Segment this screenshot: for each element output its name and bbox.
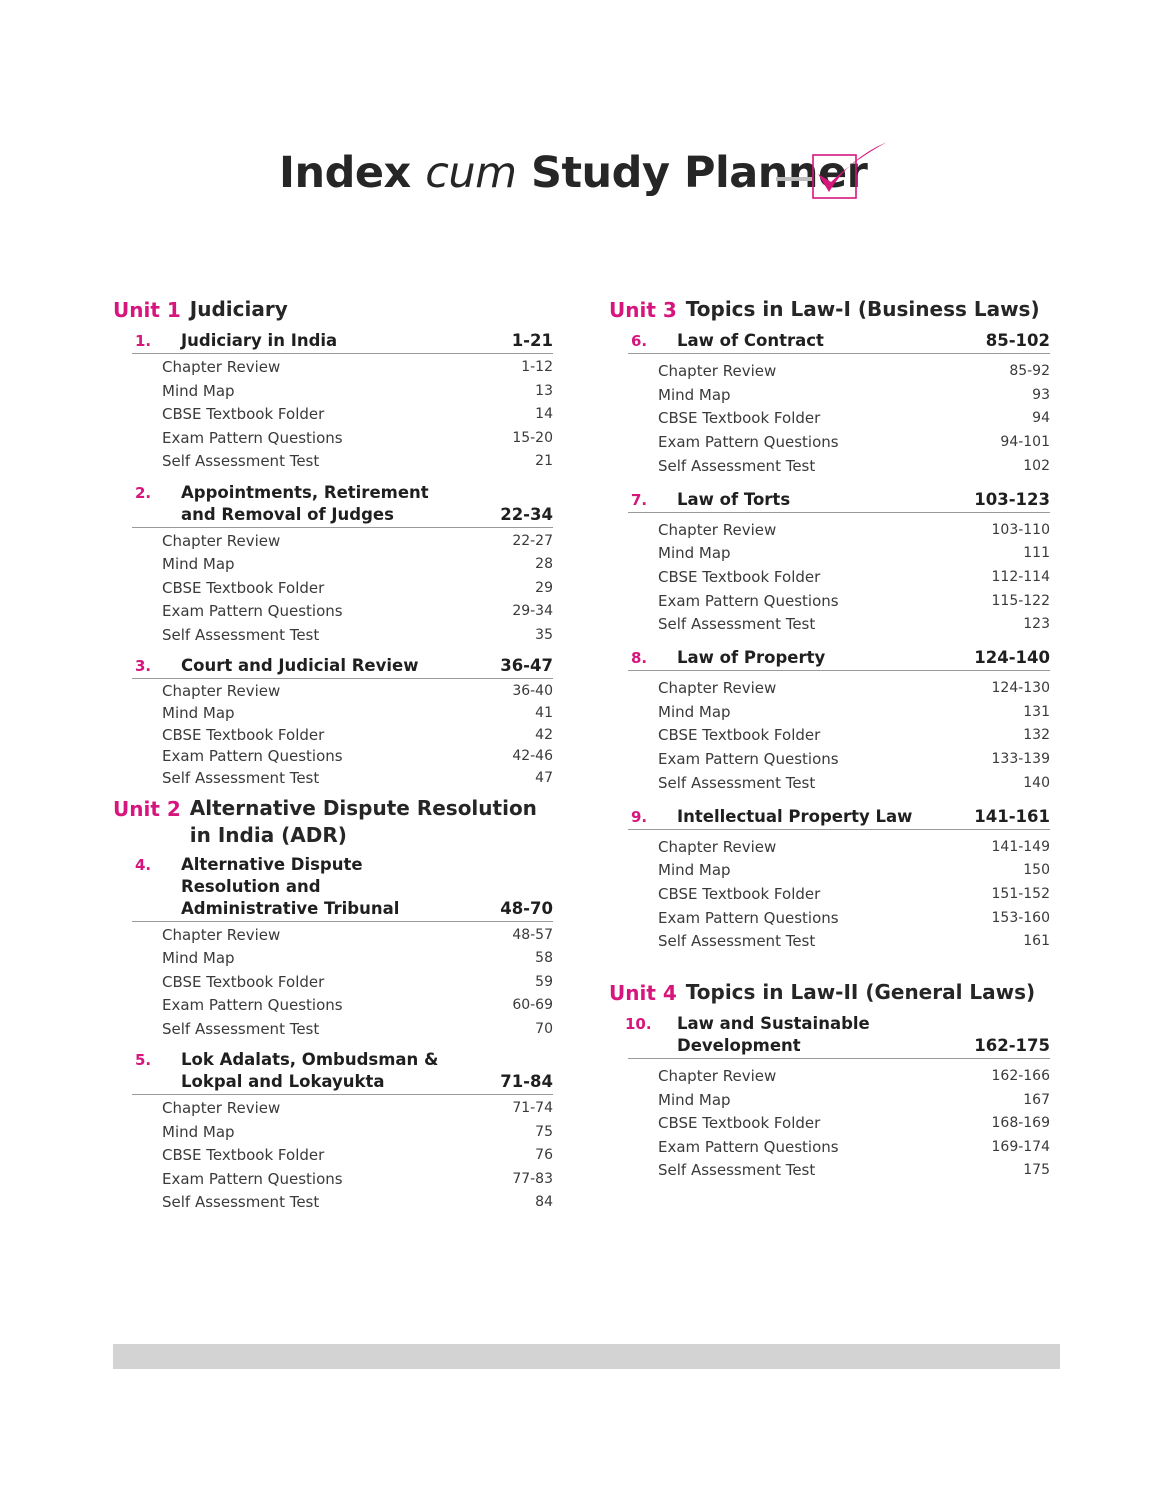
item-label: Exam Pattern Questions <box>162 602 343 620</box>
item-label: Self Assessment Test <box>162 452 320 470</box>
item-label: Self Assessment Test <box>162 1193 320 1212</box>
unit-heading <box>609 295 1050 325</box>
chapter-number: 8. <box>631 649 648 668</box>
item-label: Exam Pattern Questions <box>162 996 343 1015</box>
chapter-title: Lok Adalats, Ombudsman & Lokpal and Lokayukta <box>181 1050 439 1092</box>
chapter-number: 3. <box>135 657 152 675</box>
chapter-pages: 1-21 <box>511 331 553 350</box>
list-item[interactable] <box>658 859 1050 883</box>
chapter-pages: 162-175 <box>974 1036 1050 1056</box>
item-label: Mind Map <box>658 544 731 563</box>
chapter-number: 4. <box>135 855 152 874</box>
list-item[interactable] <box>162 1018 553 1042</box>
item-pages: 132 <box>1023 727 1050 744</box>
list-item[interactable] <box>162 746 553 768</box>
chapter-items <box>658 830 1050 955</box>
chapter-number: 9. <box>631 807 648 826</box>
unit-block <box>113 295 553 790</box>
item-pages: 151-152 <box>991 885 1050 902</box>
checkmark-box-icon <box>774 138 890 204</box>
chapter-block <box>113 854 553 1042</box>
unit-block <box>609 978 1050 1183</box>
list-item[interactable] <box>658 883 1050 907</box>
list-item[interactable] <box>658 930 1050 954</box>
list-item[interactable] <box>162 427 553 451</box>
item-label: Mind Map <box>162 381 235 400</box>
chapter-title: Judiciary in India <box>181 331 338 350</box>
list-item[interactable] <box>658 1112 1050 1136</box>
list-item[interactable] <box>658 519 1050 543</box>
chapter-items <box>162 922 553 1042</box>
item-pages: 28 <box>535 556 553 572</box>
item-pages: 153-160 <box>991 909 1050 926</box>
item-label: Mind Map <box>658 385 731 404</box>
chapter-number: 1. <box>135 332 152 350</box>
chapter-block <box>113 330 553 474</box>
chapter-title: Law of Property <box>677 648 826 668</box>
item-label: Self Assessment Test <box>658 456 816 475</box>
unit-label: Unit 3 <box>609 298 677 322</box>
item-pages: 35 <box>535 626 553 643</box>
chapter-heading[interactable] <box>132 1049 553 1095</box>
item-label: Mind Map <box>162 949 235 968</box>
list-item[interactable] <box>162 725 553 747</box>
chapter-heading[interactable] <box>132 330 553 354</box>
item-label: CBSE Textbook Folder <box>658 1114 821 1133</box>
chapter-heading[interactable] <box>628 647 1050 671</box>
unit-heading <box>113 295 553 325</box>
list-item[interactable] <box>658 836 1050 860</box>
list-item[interactable] <box>162 577 553 601</box>
list-item[interactable] <box>658 677 1050 701</box>
item-pages: 36-40 <box>512 683 553 699</box>
chapter-heading[interactable] <box>132 854 553 922</box>
item-label: Chapter Review <box>162 358 281 376</box>
left-column <box>113 295 553 1215</box>
item-pages: 58 <box>535 950 553 967</box>
unit-label: Unit 1 <box>113 298 181 322</box>
list-item[interactable] <box>658 431 1050 455</box>
item-label: Exam Pattern Questions <box>658 433 839 452</box>
item-label: Exam Pattern Questions <box>658 1137 839 1156</box>
list-item[interactable] <box>162 947 553 971</box>
unit-heading <box>609 978 1050 1008</box>
list-item[interactable] <box>162 681 553 703</box>
chapter-block <box>113 655 553 790</box>
chapter-block <box>609 1013 1050 1183</box>
item-label: Self Assessment Test <box>658 773 816 792</box>
list-item[interactable] <box>658 590 1050 614</box>
item-pages: 71-74 <box>512 1100 553 1117</box>
item-label: Self Assessment Test <box>658 615 816 634</box>
item-pages: 111 <box>1023 545 1050 562</box>
item-pages: 131 <box>1023 703 1050 720</box>
list-item[interactable] <box>162 994 553 1018</box>
item-pages: 70 <box>535 1020 553 1037</box>
chapter-items <box>658 513 1050 638</box>
chapter-block <box>609 330 1050 479</box>
list-item[interactable] <box>658 701 1050 725</box>
list-item[interactable] <box>162 1168 553 1192</box>
item-pages: 103-110 <box>991 521 1050 538</box>
chapter-items <box>162 1095 553 1215</box>
unit-heading <box>113 794 553 849</box>
chapter-items <box>162 354 553 474</box>
unit-title: Judiciary <box>189 297 288 321</box>
chapter-number: 10. <box>625 1015 652 1034</box>
list-item[interactable] <box>162 624 553 648</box>
list-item[interactable] <box>658 1065 1050 1089</box>
item-pages: 77-83 <box>512 1170 553 1187</box>
item-label: Self Assessment Test <box>162 1019 320 1038</box>
item-label: Chapter Review <box>658 1067 777 1086</box>
chapter-items <box>658 354 1050 479</box>
item-pages: 94 <box>1032 410 1050 427</box>
list-item[interactable] <box>162 356 553 380</box>
item-pages: 115-122 <box>991 592 1050 609</box>
item-pages: 29-34 <box>512 603 553 619</box>
list-item[interactable] <box>658 724 1050 748</box>
item-label: Chapter Review <box>658 362 777 380</box>
chapter-heading[interactable] <box>628 330 1050 354</box>
item-pages: 47 <box>535 770 553 787</box>
item-pages: 112-114 <box>991 568 1050 585</box>
list-item[interactable] <box>658 566 1050 590</box>
list-item[interactable] <box>658 1159 1050 1183</box>
item-label: Self Assessment Test <box>162 769 320 788</box>
chapter-title: Law and Sustainable Development <box>677 1014 870 1056</box>
item-pages: 124-130 <box>991 680 1050 697</box>
chapter-pages: 71-84 <box>500 1072 553 1092</box>
item-label: CBSE Textbook Folder <box>658 567 821 586</box>
item-label: CBSE Textbook Folder <box>658 409 821 428</box>
list-item[interactable] <box>658 907 1050 931</box>
chapter-pages: 85-102 <box>985 331 1050 350</box>
chapter-heading[interactable] <box>132 482 553 528</box>
list-item[interactable] <box>658 613 1050 637</box>
item-pages: 29 <box>535 579 553 596</box>
item-pages: 42 <box>535 726 553 743</box>
item-label: Chapter Review <box>162 925 281 944</box>
item-pages: 161 <box>1023 933 1050 950</box>
item-pages: 60-69 <box>512 997 553 1014</box>
list-item[interactable] <box>658 748 1050 772</box>
item-pages: 59 <box>535 973 553 990</box>
list-item[interactable] <box>162 600 553 624</box>
chapter-block <box>609 489 1050 638</box>
item-label: CBSE Textbook Folder <box>162 405 325 423</box>
item-pages: 42-46 <box>512 748 553 765</box>
list-item[interactable] <box>658 360 1050 384</box>
chapter-title: Court and Judicial Review <box>181 656 419 675</box>
item-label: Exam Pattern Questions <box>162 747 343 766</box>
chapter-block <box>113 482 553 648</box>
item-label: Mind Map <box>162 555 235 573</box>
title-italic: cum <box>425 148 517 198</box>
list-item[interactable] <box>162 768 553 790</box>
chapter-title: Intellectual Property Law <box>677 806 913 826</box>
chapter-heading[interactable] <box>132 655 553 679</box>
item-label: CBSE Textbook Folder <box>162 972 325 991</box>
list-item[interactable] <box>162 924 553 948</box>
list-item[interactable] <box>162 450 553 474</box>
list-item[interactable] <box>162 553 553 577</box>
item-label: Chapter Review <box>658 837 777 856</box>
list-item[interactable] <box>162 403 553 427</box>
list-item[interactable] <box>658 772 1050 796</box>
chapter-pages: 124-140 <box>974 648 1050 668</box>
item-label: Mind Map <box>658 702 731 721</box>
item-label: Exam Pattern Questions <box>658 750 839 769</box>
item-pages: 133-139 <box>991 751 1050 768</box>
footer-bar <box>113 1344 1060 1369</box>
item-label: CBSE Textbook Folder <box>658 726 821 745</box>
chapter-title: Law of Contract <box>677 331 824 350</box>
chapter-title: Appointments, Retirement and Removal of Judges <box>181 482 429 524</box>
item-label: Self Assessment Test <box>658 932 816 951</box>
item-pages: 85-92 <box>1009 363 1050 379</box>
item-label: CBSE Textbook Folder <box>658 884 821 903</box>
chapter-number: 6. <box>631 332 648 350</box>
unit-block <box>113 794 553 1215</box>
list-item[interactable] <box>658 542 1050 566</box>
item-label: Chapter Review <box>162 531 281 550</box>
item-label: Exam Pattern Questions <box>658 591 839 610</box>
chapter-pages: 48-70 <box>500 898 553 918</box>
item-label: Exam Pattern Questions <box>658 908 839 927</box>
chapter-number: 7. <box>631 490 648 509</box>
list-item[interactable] <box>162 971 553 995</box>
item-label: Chapter Review <box>162 1099 281 1118</box>
list-item[interactable] <box>658 455 1050 479</box>
item-pages: 175 <box>1023 1162 1050 1179</box>
list-item[interactable] <box>162 703 553 725</box>
item-pages: 123 <box>1023 616 1050 633</box>
chapter-heading[interactable] <box>625 1013 1050 1059</box>
item-pages: 1-12 <box>521 359 553 375</box>
item-label: Mind Map <box>658 861 731 880</box>
list-item[interactable] <box>162 1097 553 1121</box>
item-pages: 162-166 <box>991 1068 1050 1085</box>
chapter-title: Alternative Dispute Resolution and Administrative Tribunal <box>181 854 400 918</box>
chapter-pages: 22-34 <box>500 504 553 524</box>
item-pages: 75 <box>535 1123 553 1140</box>
list-item[interactable] <box>658 1089 1050 1113</box>
item-label: Mind Map <box>162 703 235 722</box>
item-label: Self Assessment Test <box>658 1161 816 1180</box>
title-rest: Study Planner <box>516 148 868 198</box>
chapter-pages: 141-161 <box>974 806 1050 826</box>
chapter-items <box>162 528 553 648</box>
chapter-block <box>113 1049 553 1215</box>
item-pages: 15-20 <box>512 429 553 446</box>
chapter-number: 5. <box>135 1051 152 1070</box>
unit-label: Unit 2 <box>113 796 181 821</box>
item-label: Mind Map <box>162 1122 235 1141</box>
item-pages: 48-57 <box>512 926 553 943</box>
item-pages: 84 <box>535 1194 553 1211</box>
item-pages: 13 <box>535 382 553 399</box>
item-label: Exam Pattern Questions <box>162 428 343 447</box>
item-pages: 168-169 <box>991 1115 1050 1132</box>
chapter-block <box>609 647 1050 796</box>
item-pages: 167 <box>1023 1091 1050 1108</box>
list-item[interactable] <box>162 1191 553 1215</box>
item-pages: 22-27 <box>512 532 553 549</box>
chapter-heading[interactable] <box>628 489 1050 513</box>
chapter-number: 2. <box>135 483 152 502</box>
right-column <box>609 295 1050 1183</box>
chapter-pages: 36-47 <box>500 656 553 675</box>
chapter-items <box>658 671 1050 796</box>
chapter-heading[interactable] <box>628 806 1050 830</box>
item-label: CBSE Textbook Folder <box>162 578 325 597</box>
list-item[interactable] <box>162 1144 553 1168</box>
item-pages: 93 <box>1032 386 1050 403</box>
list-item[interactable] <box>658 1136 1050 1160</box>
item-label: CBSE Textbook Folder <box>162 725 325 744</box>
item-pages: 150 <box>1023 862 1050 879</box>
item-label: Chapter Review <box>162 682 281 700</box>
item-label: Exam Pattern Questions <box>162 1169 343 1188</box>
chapter-pages: 103-123 <box>974 489 1050 509</box>
unit-block <box>609 295 1050 954</box>
unit-title: Topics in Law-II (General Laws) <box>685 980 1036 1005</box>
item-pages: 94-101 <box>1000 434 1050 451</box>
item-label: CBSE Textbook Folder <box>162 1146 325 1165</box>
list-item[interactable] <box>658 407 1050 431</box>
chapter-items <box>162 679 553 790</box>
item-label: Chapter Review <box>658 520 777 539</box>
unit-title: Alternative Dispute Resolution in India (ADR) <box>189 795 537 847</box>
list-item[interactable] <box>162 530 553 554</box>
item-pages: 140 <box>1023 774 1050 791</box>
item-pages: 21 <box>535 453 553 469</box>
chapter-block <box>609 806 1050 955</box>
item-pages: 141-149 <box>991 838 1050 855</box>
item-pages: 102 <box>1023 457 1050 474</box>
item-label: Mind Map <box>658 1090 731 1109</box>
item-pages: 76 <box>535 1147 553 1164</box>
title-main: Index <box>279 148 426 198</box>
unit-title: Topics in Law-I (Business Laws) <box>685 297 1040 321</box>
list-item[interactable] <box>658 384 1050 408</box>
item-pages: 169-174 <box>991 1138 1050 1155</box>
list-item[interactable] <box>162 1121 553 1145</box>
item-pages: 14 <box>535 406 553 422</box>
unit-label: Unit 4 <box>609 981 677 1006</box>
item-label: Chapter Review <box>658 679 777 698</box>
list-item[interactable] <box>162 380 553 404</box>
chapter-items <box>658 1059 1050 1183</box>
item-pages: 41 <box>535 704 553 721</box>
item-label: Self Assessment Test <box>162 625 320 644</box>
chapter-title: Law of Torts <box>677 489 791 509</box>
